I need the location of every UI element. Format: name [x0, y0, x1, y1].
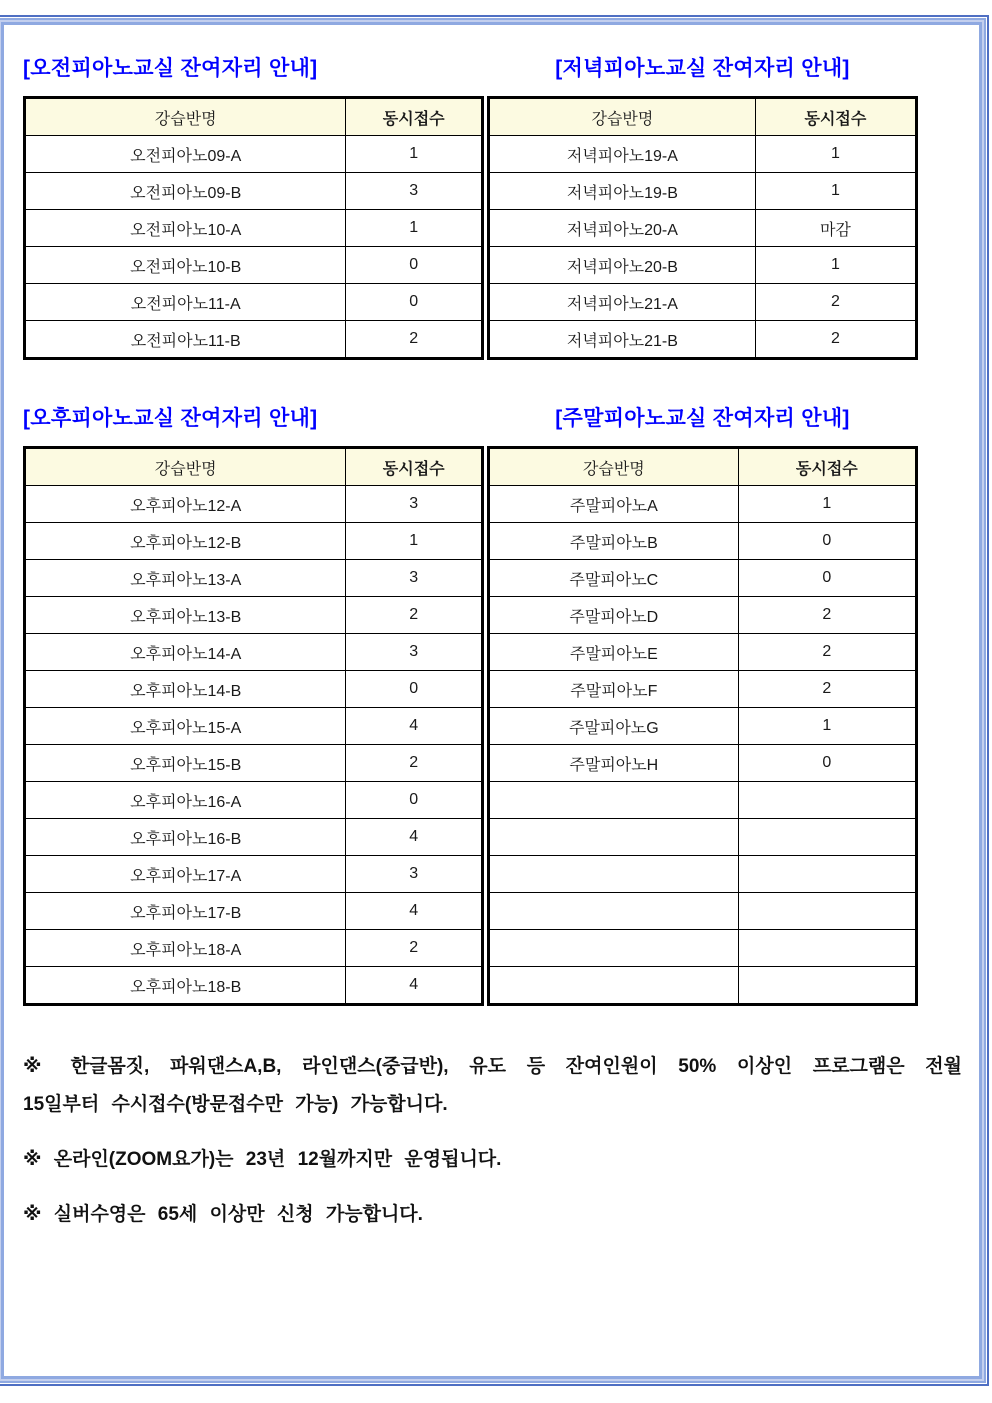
class-name-cell: 오후피아노15-A — [25, 708, 346, 745]
table-row — [25, 321, 483, 359]
afternoon-piano-table — [23, 446, 484, 1006]
class-name-cell — [489, 930, 739, 967]
class-name-cell: 저녁피아노21-B — [489, 321, 756, 359]
concurrent-count-header: 동시접수 — [738, 448, 916, 486]
remaining-count-cell: 2 — [755, 321, 916, 359]
concurrent-count-header: 동시접수 — [346, 448, 483, 486]
remaining-count-cell — [738, 819, 916, 856]
class-name-cell: 오전피아노10-A — [25, 210, 346, 247]
remaining-count-cell — [738, 856, 916, 893]
table-row — [25, 136, 483, 173]
remaining-count-cell: 0 — [346, 247, 483, 284]
class-name-cell: 주말피아노F — [489, 671, 739, 708]
table-row — [25, 819, 483, 856]
remaining-count-cell: 0 — [738, 560, 916, 597]
class-name-cell — [489, 819, 739, 856]
remaining-count-cell: 2 — [755, 284, 916, 321]
concurrent-count-header: 동시접수 — [755, 98, 916, 136]
table-row — [25, 782, 483, 819]
remaining-count-cell: 마감 — [755, 210, 916, 247]
note-zoom-yoga: ※ 온라인(ZOOM요가)는 23년 12월까지만 운영됩니다. — [23, 1149, 502, 1170]
remaining-count-cell: 3 — [346, 486, 483, 523]
remaining-count-cell: 1 — [738, 486, 916, 523]
remaining-count-cell: 1 — [755, 136, 916, 173]
section-titles-top — [23, 52, 962, 82]
remaining-count-cell — [738, 967, 916, 1005]
remaining-count-cell: 4 — [346, 819, 483, 856]
remaining-count-cell: 1 — [346, 136, 483, 173]
remaining-count-cell: 2 — [738, 671, 916, 708]
table-row — [25, 210, 483, 247]
class-name-cell: 오전피아노09-A — [25, 136, 346, 173]
table-row — [25, 523, 483, 560]
class-name-cell: 주말피아노E — [489, 634, 739, 671]
remaining-count-cell: 4 — [346, 893, 483, 930]
remaining-count-cell: 2 — [346, 597, 483, 634]
table-row — [489, 634, 917, 671]
class-name-header: 강습반명 — [25, 98, 346, 136]
class-name-cell: 오후피아노18-B — [25, 967, 346, 1005]
table-row — [489, 173, 917, 210]
class-name-cell — [489, 967, 739, 1005]
class-name-cell: 오후피아노12-B — [25, 523, 346, 560]
table-row — [489, 856, 917, 893]
table-row — [489, 930, 917, 967]
table-row — [489, 247, 917, 284]
morning-section-title: [오전피아노교실 잔여자리 안내] — [23, 57, 318, 80]
class-name-cell: 주말피아노H — [489, 745, 739, 782]
table-row — [489, 210, 917, 247]
table-row — [25, 671, 483, 708]
class-name-cell: 오후피아노14-B — [25, 671, 346, 708]
class-name-cell: 주말피아노A — [489, 486, 739, 523]
remaining-count-cell: 4 — [346, 708, 483, 745]
class-name-cell: 오후피아노15-B — [25, 745, 346, 782]
table-row — [489, 782, 917, 819]
remaining-count-cell: 1 — [346, 210, 483, 247]
table-row — [25, 930, 483, 967]
class-name-header: 강습반명 — [25, 448, 346, 486]
table-row — [25, 284, 483, 321]
table-row — [25, 893, 483, 930]
class-name-cell — [489, 893, 739, 930]
class-name-cell: 오전피아노10-B — [25, 247, 346, 284]
table-row — [25, 745, 483, 782]
table-row — [489, 671, 917, 708]
table-row — [489, 560, 917, 597]
class-name-cell: 주말피아노G — [489, 708, 739, 745]
remaining-count-cell: 1 — [346, 523, 483, 560]
remaining-count-cell: 1 — [755, 247, 916, 284]
table-row — [489, 136, 917, 173]
table-row — [25, 486, 483, 523]
table-row — [25, 967, 483, 1005]
class-name-cell: 저녁피아노19-B — [489, 173, 756, 210]
table-row — [489, 819, 917, 856]
class-name-cell: 오후피아노16-A — [25, 782, 346, 819]
remaining-count-cell: 0 — [346, 782, 483, 819]
class-name-cell: 오전피아노11-B — [25, 321, 346, 359]
tables-row-bottom — [23, 446, 962, 1006]
remaining-count-cell — [738, 930, 916, 967]
table-row — [25, 173, 483, 210]
note-silver-swimming: ※ 실버수영은 65세 이상만 신청 가능합니다. — [23, 1204, 423, 1225]
table-row — [489, 597, 917, 634]
remaining-count-cell: 2 — [738, 634, 916, 671]
header-row — [489, 98, 917, 136]
class-name-cell — [489, 782, 739, 819]
class-name-cell: 오전피아노09-B — [25, 173, 346, 210]
table-row — [489, 893, 917, 930]
page-content — [23, 0, 962, 1251]
remaining-count-cell: 2 — [346, 930, 483, 967]
table-row — [489, 745, 917, 782]
table-row — [489, 486, 917, 523]
remaining-count-cell: 0 — [738, 745, 916, 782]
remaining-count-cell: 0 — [346, 671, 483, 708]
evening-piano-table — [487, 96, 918, 360]
class-name-header: 강습반명 — [489, 448, 739, 486]
remaining-count-cell — [738, 782, 916, 819]
class-name-cell: 오후피아노17-B — [25, 893, 346, 930]
notes-area — [23, 1048, 962, 1234]
header-row — [489, 448, 917, 486]
class-name-cell: 주말피아노B — [489, 523, 739, 560]
class-name-cell — [489, 856, 739, 893]
class-name-cell: 저녁피아노21-A — [489, 284, 756, 321]
remaining-count-cell — [738, 893, 916, 930]
table-row — [25, 247, 483, 284]
class-name-cell: 오후피아노13-B — [25, 597, 346, 634]
remaining-count-cell: 2 — [738, 597, 916, 634]
class-name-cell: 주말피아노D — [489, 597, 739, 634]
header-row — [25, 448, 483, 486]
table-row — [489, 708, 917, 745]
table-row — [25, 634, 483, 671]
remaining-count-cell: 3 — [346, 634, 483, 671]
remaining-count-cell: 2 — [346, 745, 483, 782]
section-titles-bottom — [23, 402, 962, 432]
remaining-count-cell: 0 — [346, 284, 483, 321]
weekend-section-title: [주말피아노교실 잔여자리 안내] — [555, 407, 850, 430]
class-name-cell: 저녁피아노20-A — [489, 210, 756, 247]
morning-piano-table — [23, 96, 484, 360]
class-name-cell: 오후피아노13-A — [25, 560, 346, 597]
table-row — [489, 284, 917, 321]
table-row — [25, 560, 483, 597]
tables-row-top — [23, 96, 962, 360]
remaining-count-cell: 3 — [346, 173, 483, 210]
table-row — [25, 856, 483, 893]
note-registration: ※ 한글몸짓, 파워댄스A,B, 라인댄스(중급반), 유도 등 잔여인원이 50% 이상인 프로그램은 전월 15일부터 수시접수(방문접수만 가능) 가능합니다. — [23, 1056, 962, 1115]
class-name-cell: 주말피아노C — [489, 560, 739, 597]
remaining-count-cell: 2 — [346, 321, 483, 359]
class-name-header: 강습반명 — [489, 98, 756, 136]
class-name-cell: 오후피아노14-A — [25, 634, 346, 671]
table-row — [489, 523, 917, 560]
class-name-cell: 오후피아노18-A — [25, 930, 346, 967]
evening-section-title: [저녁피아노교실 잔여자리 안내] — [555, 57, 850, 80]
afternoon-section-title: [오후피아노교실 잔여자리 안내] — [23, 407, 318, 430]
class-name-cell: 저녁피아노19-A — [489, 136, 756, 173]
table-row — [489, 967, 917, 1005]
remaining-count-cell: 4 — [346, 967, 483, 1005]
class-name-cell: 오후피아노17-A — [25, 856, 346, 893]
table-row — [489, 321, 917, 359]
header-row — [25, 98, 483, 136]
remaining-count-cell: 3 — [346, 560, 483, 597]
remaining-count-cell: 1 — [738, 708, 916, 745]
table-row — [25, 597, 483, 634]
class-name-cell: 오후피아노16-B — [25, 819, 346, 856]
table-row — [25, 708, 483, 745]
weekend-piano-table — [487, 446, 918, 1006]
class-name-cell: 오후피아노12-A — [25, 486, 346, 523]
concurrent-count-header: 동시접수 — [346, 98, 483, 136]
remaining-count-cell: 1 — [755, 173, 916, 210]
remaining-count-cell: 0 — [738, 523, 916, 560]
class-name-cell: 저녁피아노20-B — [489, 247, 756, 284]
remaining-count-cell: 3 — [346, 856, 483, 893]
class-name-cell: 오전피아노11-A — [25, 284, 346, 321]
